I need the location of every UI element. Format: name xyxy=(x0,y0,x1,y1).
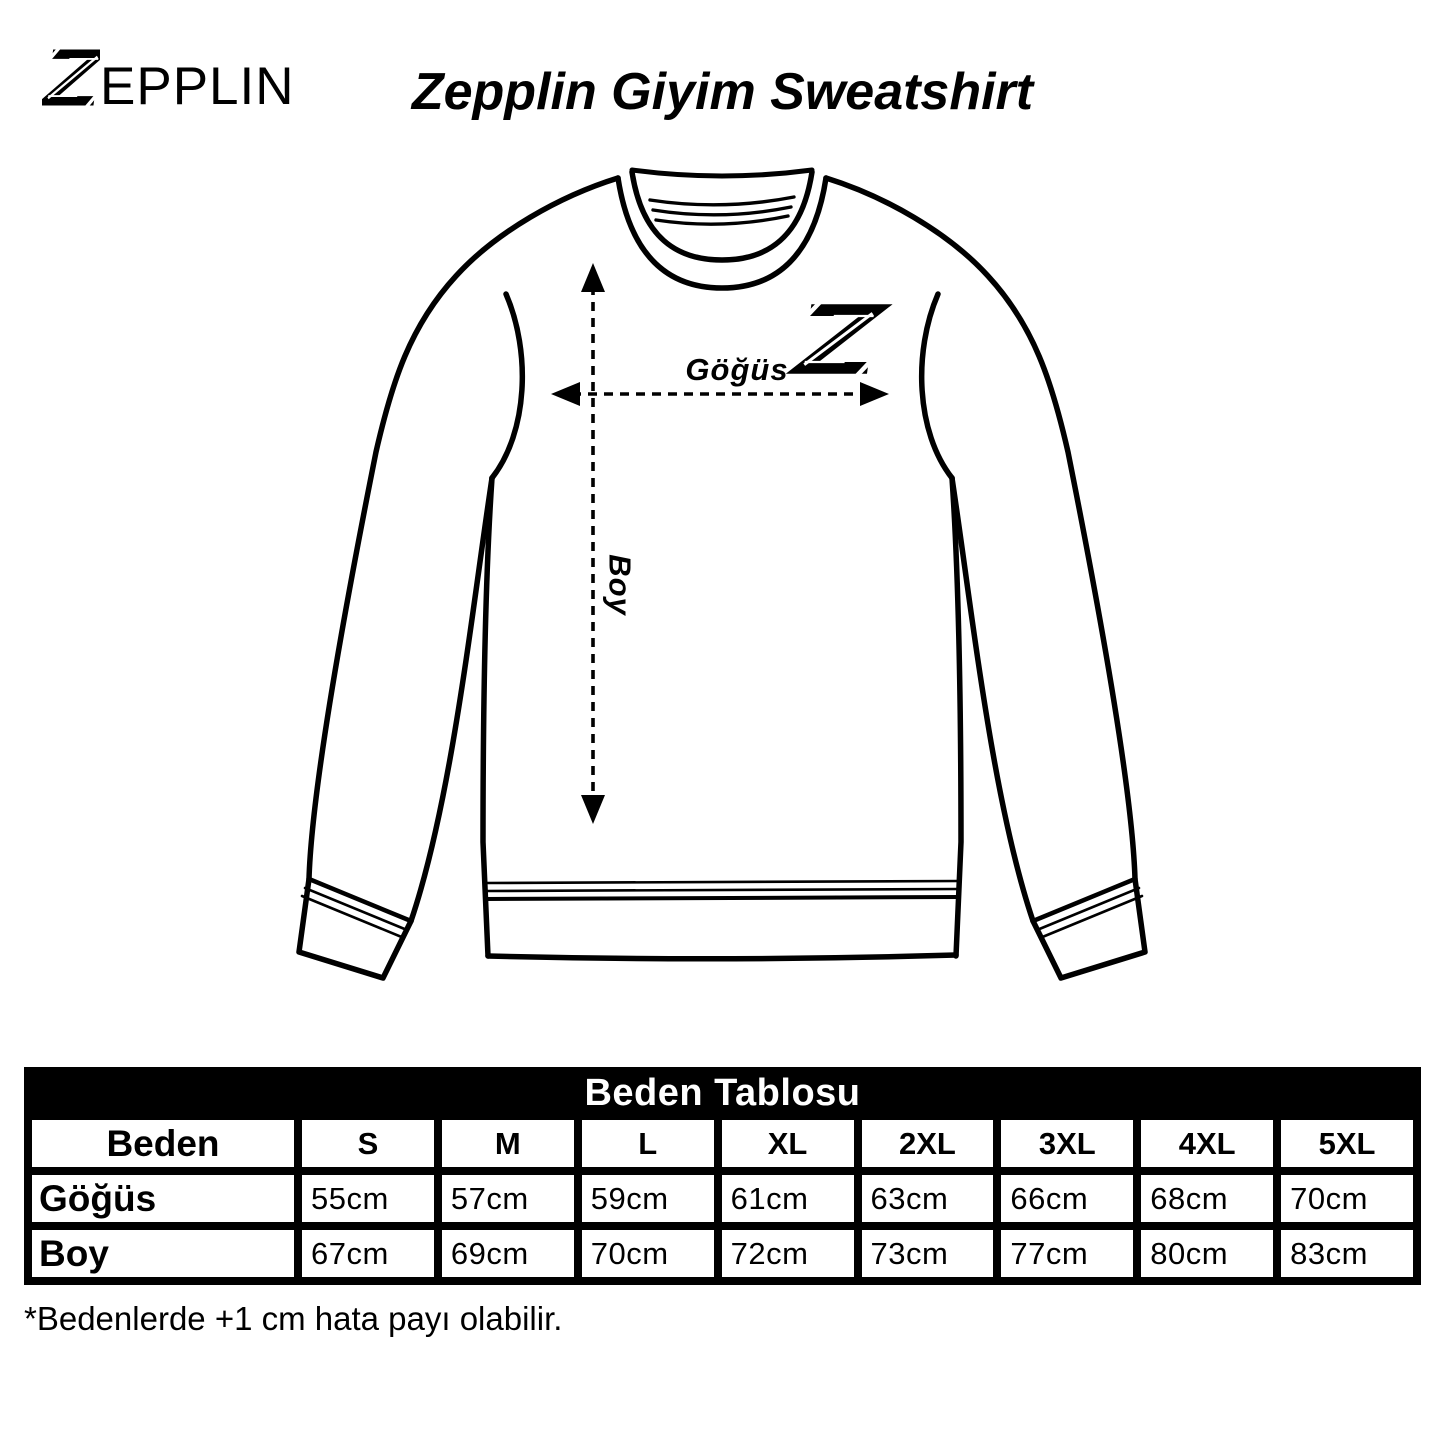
measurement-cell: 68cm xyxy=(1141,1175,1273,1222)
row-label-length: Boy xyxy=(32,1230,294,1277)
measurement-cell: 80cm xyxy=(1141,1230,1273,1277)
measurement-cell: 63cm xyxy=(862,1175,994,1222)
measurement-cell: 72cm xyxy=(722,1230,854,1277)
chest-dimension-label: Göğüs xyxy=(685,352,789,387)
size-col-header-4xl: 4XL xyxy=(1141,1120,1273,1167)
measurement-cell: 66cm xyxy=(1001,1175,1133,1222)
measurement-cell: 57cm xyxy=(442,1175,574,1222)
measurement-cell: 70cm xyxy=(582,1230,714,1277)
chest-z-logo-icon xyxy=(795,302,881,377)
brand-logo-text: EPPLIN xyxy=(100,57,295,116)
size-col-header-xl: XL xyxy=(722,1120,854,1167)
measurement-cell: 67cm xyxy=(302,1230,434,1277)
size-table-grid xyxy=(32,1120,1413,1277)
sweatshirt-outline xyxy=(299,170,1145,978)
size-table-title: Beden Tablosu xyxy=(584,1072,861,1114)
measurement-cell: 59cm xyxy=(582,1175,714,1222)
size-col-header-2xl: 2XL xyxy=(862,1120,994,1167)
size-col-header-5xl: 5XL xyxy=(1281,1120,1413,1167)
page-title-product: Sweatshirt xyxy=(770,63,1034,121)
measurement-cell: 61cm xyxy=(722,1175,854,1222)
length-dimension-arrow xyxy=(581,263,605,824)
measurement-cell: 69cm xyxy=(442,1230,574,1277)
measurement-cell: 70cm xyxy=(1281,1175,1413,1222)
size-col-header-3xl: 3XL xyxy=(1001,1120,1133,1167)
measurement-cell: 83cm xyxy=(1281,1230,1413,1277)
size-table-corner-header: Beden xyxy=(32,1120,294,1167)
measurement-cell: 73cm xyxy=(862,1230,994,1277)
measurement-cell: 55cm xyxy=(302,1175,434,1222)
page-title-brand: Zepplin Giyim xyxy=(411,63,756,121)
row-label-chest: Göğüs xyxy=(32,1175,294,1222)
size-col-header-s: S xyxy=(302,1120,434,1167)
measurement-cell: 77cm xyxy=(1001,1230,1133,1277)
length-dimension-label: Boy xyxy=(602,554,638,616)
size-table xyxy=(24,1067,1421,1285)
size-tolerance-footnote: *Bedenlerde +1 cm hata payı olabilir. xyxy=(24,1300,563,1337)
size-col-header-m: M xyxy=(442,1120,574,1167)
size-col-header-l: L xyxy=(582,1120,714,1167)
